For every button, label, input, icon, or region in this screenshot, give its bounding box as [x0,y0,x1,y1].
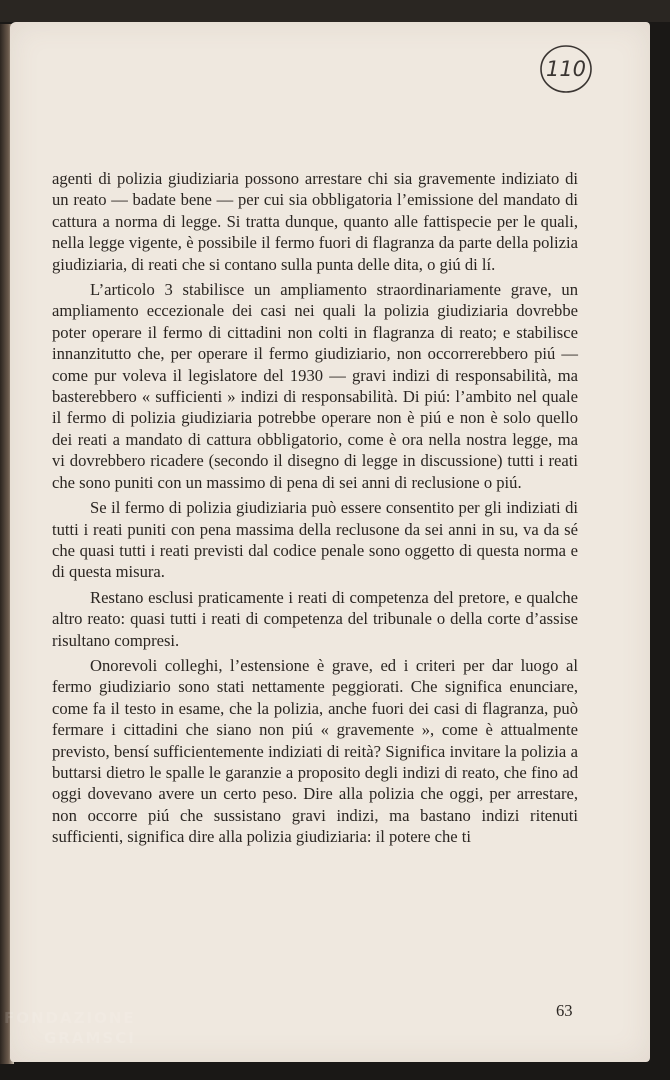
body-text [52,168,578,852]
watermark-line-2: GRAMSCI [44,1029,136,1047]
scanner-top-strip [0,0,670,22]
paragraph-5: Onorevoli colleghi, l’estensione è grave, ed i criteri per dar luogo al fermo giudiziario sono stati nettamente peggiorati. Che significa enunciare, come fa il testo in esame, che la polizia, anche fuori dei casi di flagranza, può fermare i cittadini che siano non piú « gravemente », come è attualmente previsto, bensí sufficientemente indiziati di reità? Significa invitare la polizia a buttarsi dietro le spalle le garanzie a proposito degli indizi di reato, che fino ad oggi dovevano avere un certo peso. Dire alla polizia che oggi, per arrestare, non occorre piú che sussistano gravi indizi, ma bastano indizi ritenuti sufficienti, significa dire alla polizia giudiziaria: il potere che ti [52,655,578,847]
paragraph-2: L’articolo 3 stabilisce un ampliamento straordinariamente grave, un ampliamento eccezionale dei casi nei quali la polizia giudiziaria dovrebbe poter operare il fermo di cittadini non colti in flagranza di reato; e stabilisce innanzitutto che, per operare il fermo giudiziario, non occorrerebbero piú — come pur voleva il legislatore del 1930 — gravi indizi di responsabilità, ma basterebbero « sufficienti » indizi di responsabilità. Di piú: l’ambito nel quale il fermo di polizia giudiziaria potrebbe operare non è piú e non è solo quello dei reati a mandato di cattura obbligatorio, come è ora nella nostra legge, ma vi dovrebbero ricadere (secondo il disegno di legge in discussione) tutti i reati che sono puniti con un massimo di pena di sei anni di reclusione o piú. [52,280,578,492]
paragraph-3: Se il fermo di polizia giudiziaria può essere consentito per gli indiziati di tutti i reati puniti con pena massima della reclusone da sei anni in su, va da sé che quasi tutti i reati previsti dal codice penale sono oggetto di questa norma e di questa misura. [52,498,578,582]
handwritten-circle-icon [538,40,594,96]
watermark-line-1: FONDAZIONE [4,1009,136,1027]
handwritten-page-mark-text: 110 [545,57,587,81]
paragraph-1: agenti di polizia giudiziaria possono arrestare chi sia gravemente indiziato di un reato — badate bene — per cui sia obbligatoria l’emissione del mandato di cattura a norma di legge. Si tratta dunque, quanto alle fattispecie per le quali, nella legge vigente, è possibile il fermo fuori di flagranza da parte della polizia giudiziaria, di reati che si contano sulla punta delle dita, o giú di lí. [52,169,578,274]
handwritten-page-mark [538,40,594,96]
paragraph-4: Restano esclusi praticamente i reati di competenza del pretore, e qualche altro reato: quasi tutti i reati di competenza del tribunale o della corte d’assise risultano compresi. [52,587,578,650]
archive-watermark [4,1008,174,1068]
page-number: 63 [556,1001,573,1020]
